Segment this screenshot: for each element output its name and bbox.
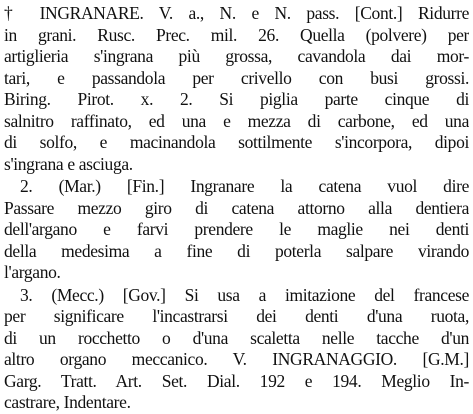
text-line: salnitro raffinato, ed una e mezza di carbone, ed una	[4, 110, 469, 131]
text-line: 2. (Mar.) [Fin.] Ingranare la catena vuol dire	[20, 176, 469, 196]
text-line: Passare mezzo giro di catena attorno alla dentiera	[4, 197, 469, 218]
text-line: tari, e passandola per crivello con busi grossi.	[4, 67, 469, 88]
text-line: Garg. Tratt. Art. Set. Dial. 192 e 194. Meglio In-	[4, 370, 469, 391]
text-line: † INGRANARE. V. a., N. e N. pass. [Cont.] Ridurre	[4, 3, 469, 23]
text-line: di solfo, e macinandola sottilmente s'incorpora, dipoi	[4, 132, 469, 152]
text-line: dell'argano e farvi prendere le maglie nei denti	[4, 219, 469, 239]
text-line: in grani. Rusc. Prec. mil. 26. Quella (polvere) per	[4, 24, 469, 45]
text-line: di un rocchetto o d'una scaletta nelle tacche d'un	[4, 327, 469, 348]
text-line: artiglieria s'ingrana più grossa, cavandola dai mor-	[4, 46, 469, 66]
text-line: Biring. Pirot. x. 2. Si piglia parte cinque di	[4, 89, 469, 109]
paragraph-definition-2	[4, 176, 469, 284]
text-line: s'ingrana e asciuga.	[4, 153, 133, 174]
text-line: per significare l'incastrarsi dei denti d'una ruota,	[4, 306, 469, 326]
paragraph-definition-1	[4, 3, 469, 175]
text-line: castrare, Indentare.	[4, 392, 131, 412]
text-line: altro organo meccanico. V. INGRANAGGIO. [G.M.]	[4, 349, 469, 369]
text-line: l'argano.	[4, 262, 61, 282]
text-line: 3. (Mecc.) [Gov.] Si usa a imitazione del francese	[20, 284, 469, 305]
text-line: della medesima a fine di poterla salpare virando	[4, 240, 469, 261]
paragraph-definition-3	[4, 285, 469, 414]
